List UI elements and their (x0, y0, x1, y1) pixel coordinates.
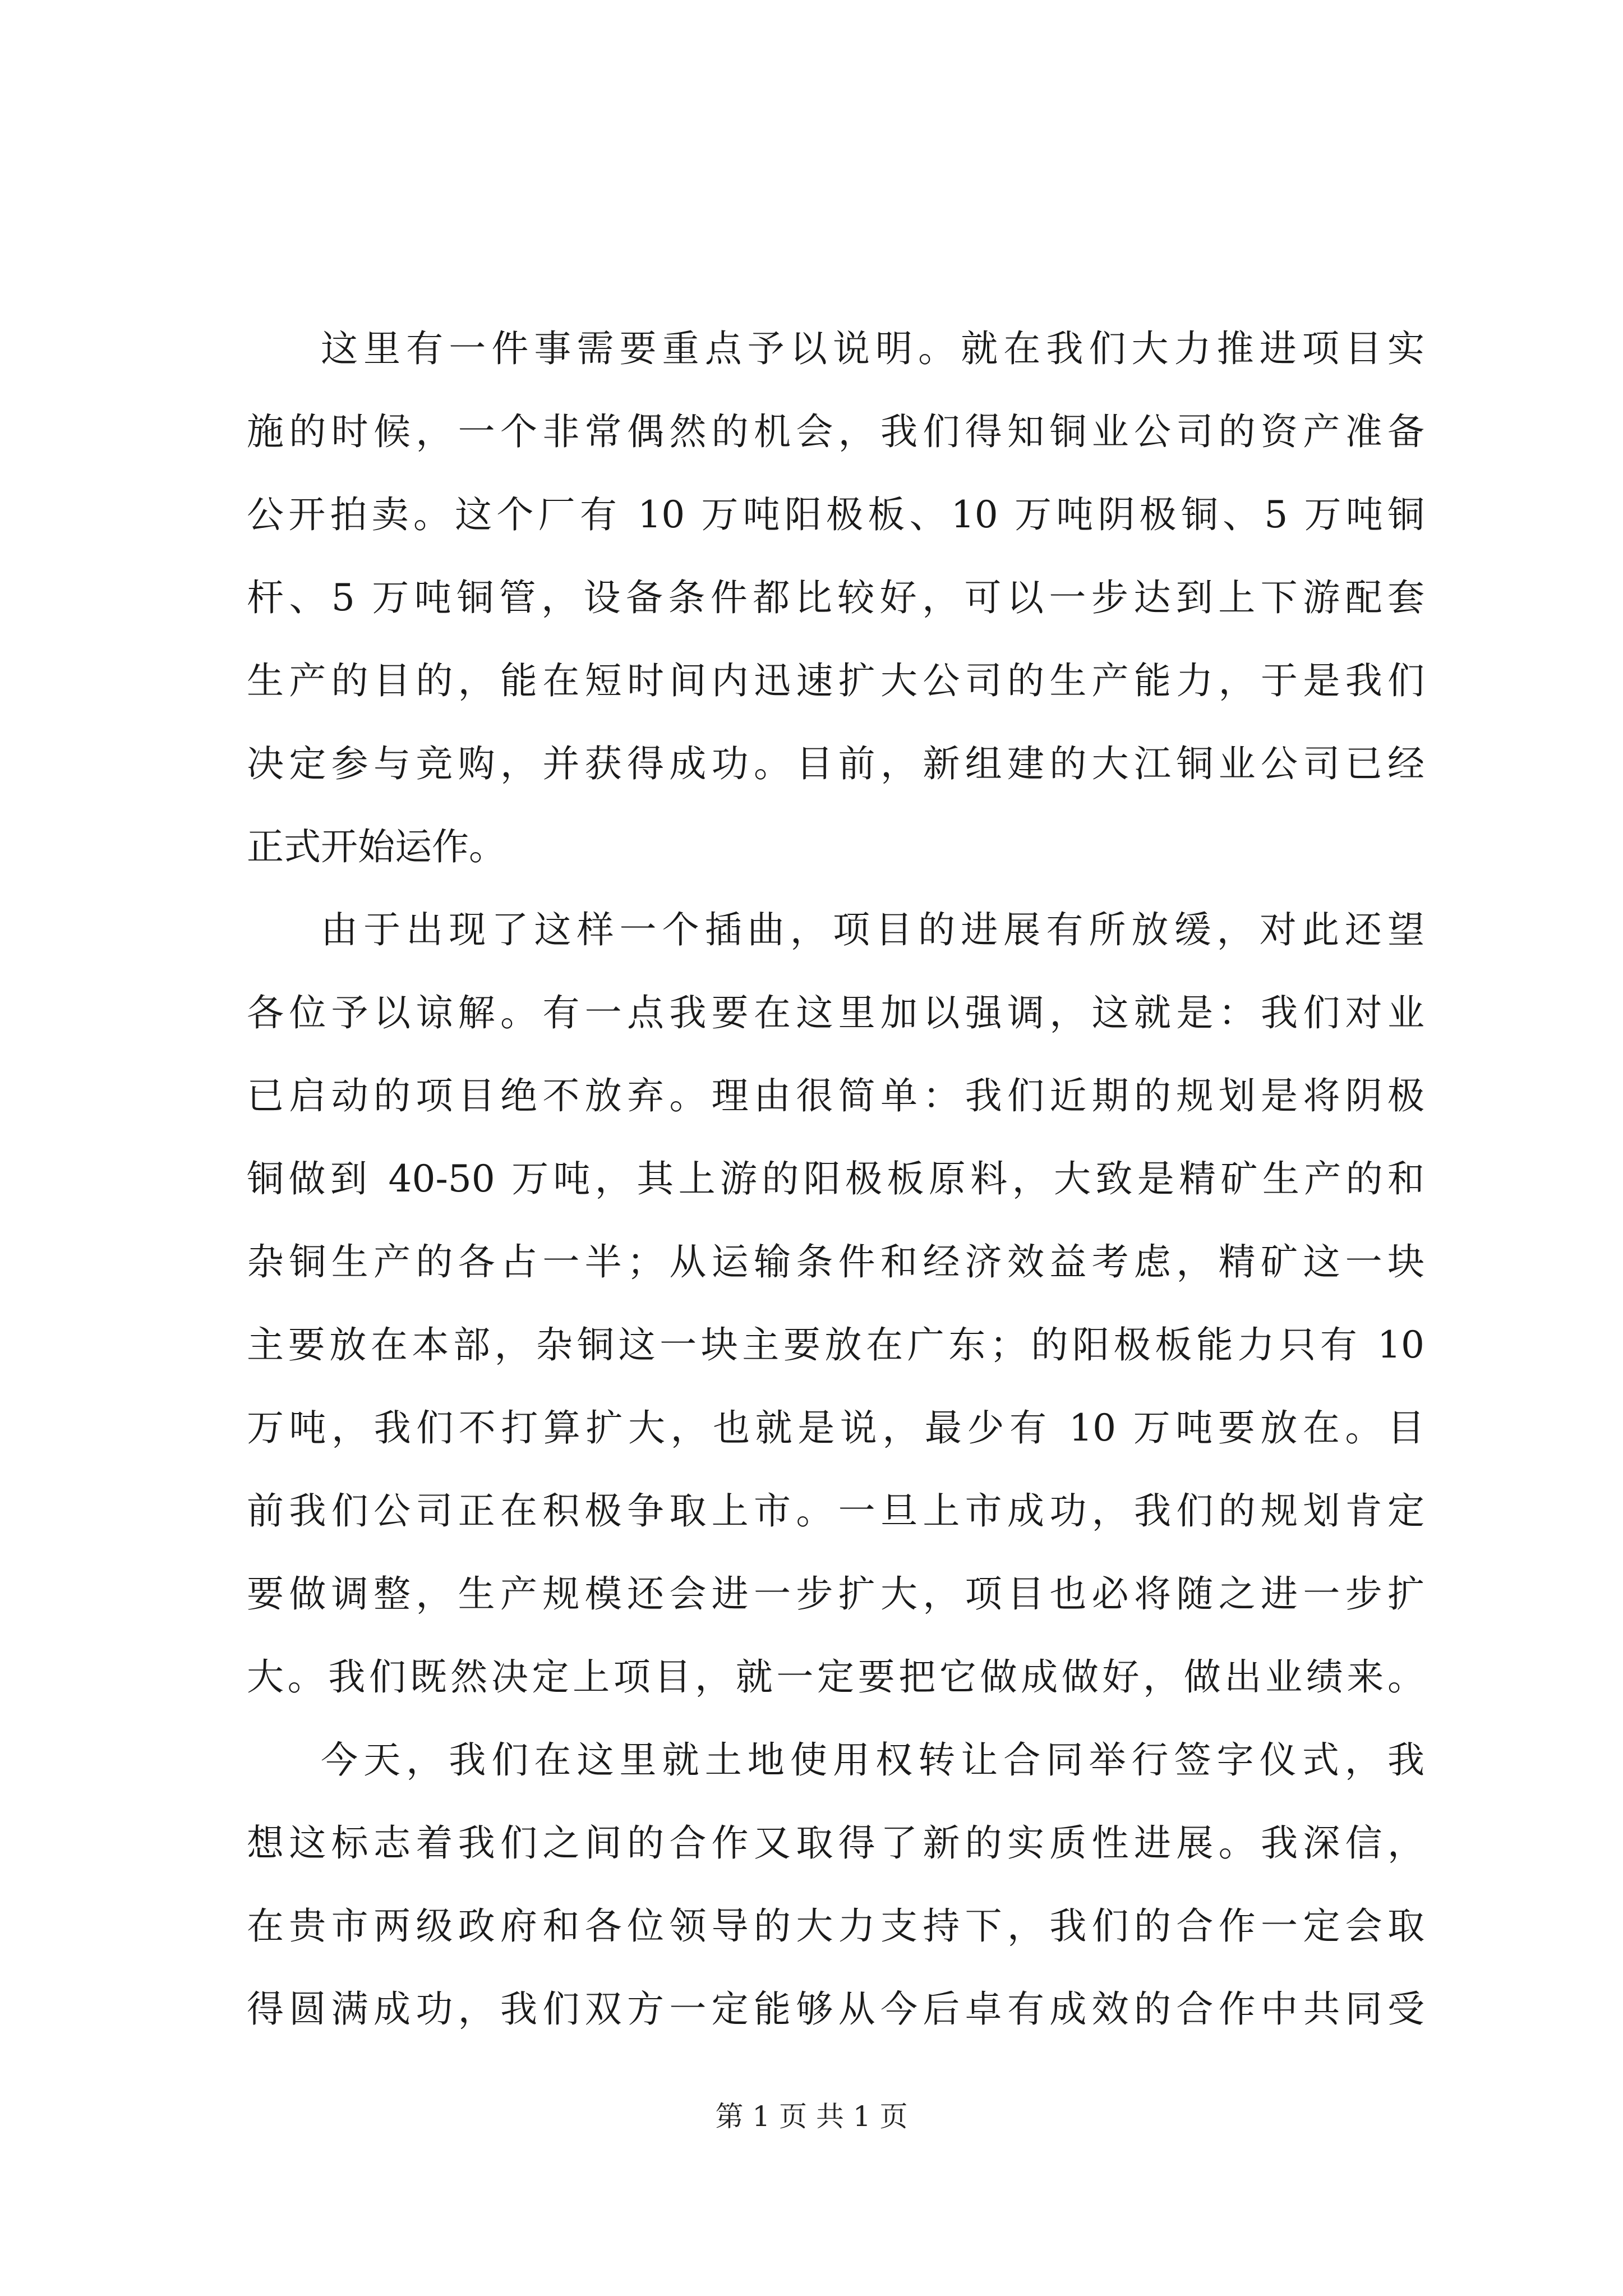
paragraph-1-line-5: 生产的目的，能在短时间内迅速扩大公司的生产能力，于是我们 (247, 659, 1424, 702)
paragraph-1-line-6: 决定参与竞购，并获得成功。目前，新组建的大江铜业公司已经 (247, 742, 1424, 785)
paragraph-2-line-1 (247, 889, 1424, 972)
paragraph-2-line-4: 铜做到 40-50 万吨，其上游的阳极板原料，大致是精矿生产的和 (247, 1157, 1424, 1200)
paragraph-3-line-4: 得圆满成功，我们双方一定能够从今后卓有成效的合作中共同受 (247, 1987, 1424, 2031)
text-line: 由于出现了这样一个插曲，项目的进展有所放缓，对此还望 (321, 908, 1424, 951)
paragraph-2-line-5: 杂铜生产的各占一半；从运输条件和经济效益考虑，精矿这一块 (247, 1240, 1424, 1283)
paragraph-2-line-7: 万吨，我们不打算扩大，也就是说，最少有 10 万吨要放在。目 (247, 1406, 1424, 1450)
paragraph-2-line-3: 已启动的项目绝不放弃。理由很简单：我们近期的规划是将阴极 (247, 1074, 1424, 1117)
paragraph-2-line-2: 各位予以谅解。有一点我要在这里加以强调，这就是：我们对业 (247, 991, 1424, 1034)
paragraph-1-line-4: 杆、5 万吨铜管，设备条件都比较好，可以一步达到上下游配套 (247, 576, 1424, 619)
paragraph-1-line-1 (247, 307, 1424, 390)
paragraph-2-line-10: 大。我们既然决定上项目，就一定要把它做成做好，做出业绩来。 (247, 1655, 1424, 1699)
paragraph-1-line-2: 施的时候，一个非常偶然的机会，我们得知铜业公司的资产准备 (247, 410, 1424, 453)
paragraph-2-line-6: 主要放在本部，杂铜这一块主要放在广东；的阳极板能力只有 10 (247, 1323, 1424, 1366)
paragraph-3-line-3: 在贵市两级政府和各位领导的大力支持下，我们的合作一定会取 (247, 1904, 1424, 1948)
text-line: 这里有一件事需要重点予以说明。就在我们大力推进项目实 (321, 327, 1424, 370)
text-line: 今天，我们在这里就土地使用权转让合同举行签字仪式，我 (321, 1738, 1424, 1782)
page-footer: 第 1 页 共 1 页 (715, 2100, 908, 2133)
paragraph-1-line-3: 公开拍卖。这个厂有 10 万吨阳极板、10 万吨阴极铜、5 万吨铜 (247, 493, 1424, 536)
paragraph-2-line-8: 前我们公司正在积极争取上市。一旦上市成功，我们的规划肯定 (247, 1489, 1424, 1533)
paragraph-3-line-1 (247, 1719, 1424, 1802)
paragraph-2-line-9: 要做调整，生产规模还会进一步扩大，项目也必将随之进一步扩 (247, 1572, 1424, 1616)
paragraph-3-line-2: 想这标志着我们之间的合作又取得了新的实质性进展。我深信， (247, 1821, 1424, 1865)
paragraph-1-line-7: 正式开始运作。 (247, 825, 506, 868)
